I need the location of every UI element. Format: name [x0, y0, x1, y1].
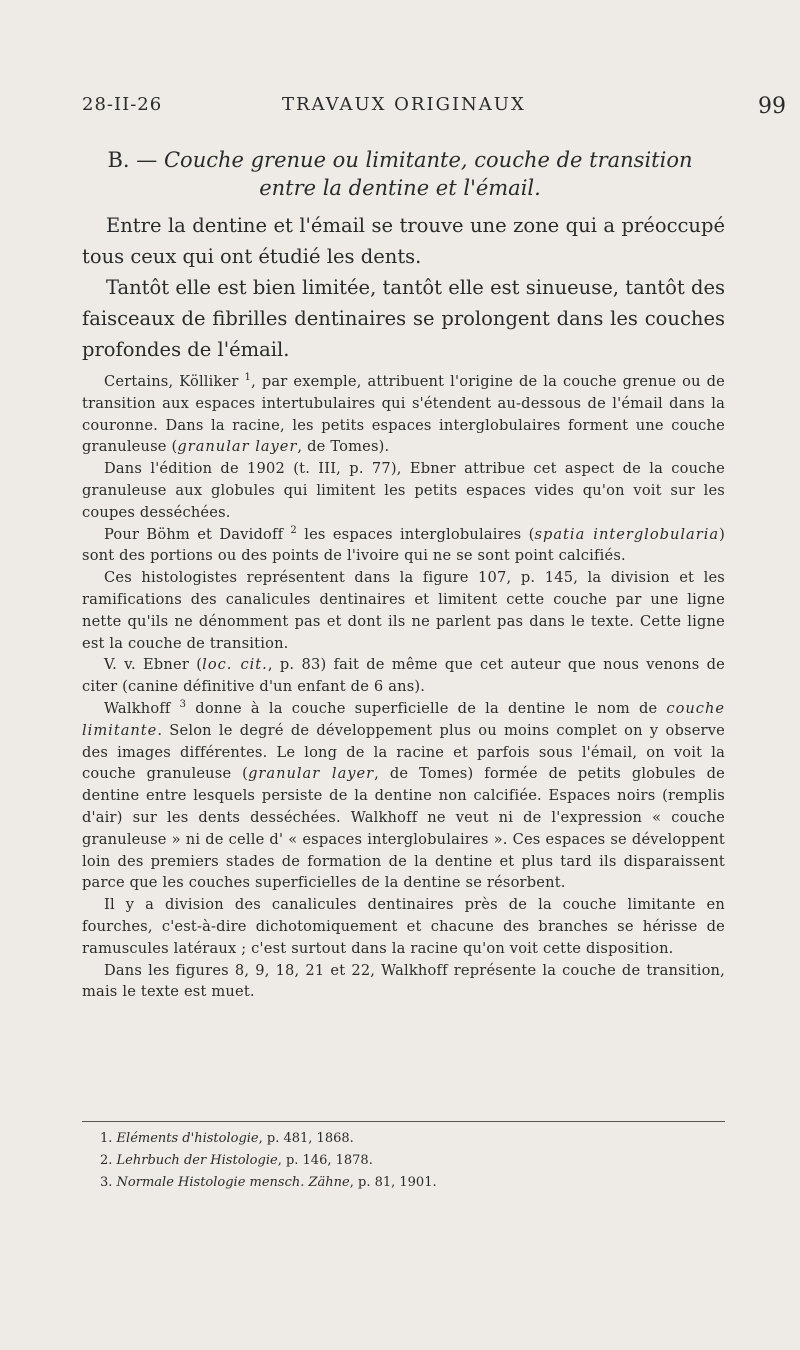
italic-term: spatia interglobularia — [534, 525, 720, 543]
body-paragraph-3 — [82, 524, 725, 568]
page-number: 99 — [758, 94, 786, 119]
footnote-ref-2: 2 — [290, 524, 297, 536]
footnote-number: 1. — [100, 1131, 113, 1146]
text-run: Certains, Kölliker — [104, 373, 245, 390]
text-run: , de Tomes) formée de petits globules de dentine entre lesquels persiste de la dentine non calcifiée. Espaces noirs (remplis d'air) sur les dents desséchées. Walkhoff ne veut ni de l'expression « couche granuleuse » ni de celle d' « espaces interglobulaires ». Ces espaces se développent loin des premiers stades de formation de la dentine et plus tard ils disparaissent parce que les couches superficielles de la dentine se résorbent. — [82, 765, 726, 892]
text-run: Pour Böhm et Davidoff — [104, 525, 291, 543]
body-paragraph-4: Ces histologistes représentent dans la figure 107, p. 145, la division et les ramifications des canalicules dentinaires et limitent cette couche par une ligne nette qu'ils ne dénomment pas et dont ils ne parlent pas dans le texte. Cette ligne est la couche de transition. — [82, 569, 725, 652]
italic-term: loc. cit. — [202, 656, 268, 674]
footnote-title: Eléments d'histologie — [116, 1131, 259, 1146]
footnote-ref-1: 1 — [244, 372, 252, 384]
lead-paragraph-2: Tantôt elle est bien limitée, tantôt elle est sinueuse, tantôt des faisceaux de fibrilles dentinaires se prolongent dans les couches profondes de l'émail. — [82, 276, 725, 361]
footnote-2 — [100, 1150, 720, 1172]
body-text — [82, 371, 725, 1003]
body-paragraph-6 — [82, 698, 725, 894]
text-run: ) sont des portions ou des points de l'ivoire qui ne se sont point calcifiés. — [82, 525, 725, 565]
body-paragraph-2: Dans l'édition de 1902 (t. III, p. 77), Ebner attribue cet aspect de la couche granuleuse aux globules qui limitent les petits espaces vides qu'on voit sur les coupes desséchées. — [82, 460, 725, 521]
text-run: . Selon le degré de développement plus ou moins complet on y observe des images différentes. Le long de la racine et parfois sous l'émail, on voit la couche granuleuse ( — [82, 721, 725, 783]
section-title-part-2: entre la dentine et l'émail. — [259, 176, 541, 200]
lead-paragraph-1: Entre la dentine et l'émail se trouve une zone qui a préoccupé tous ceux qui ont étudié les dents. — [82, 214, 725, 268]
footnote-ref: , p. 146, 1878. — [277, 1153, 373, 1168]
footnote-ref: , p. 81, 1901. — [349, 1175, 437, 1190]
body-paragraph-7: Il y a division des canalicules dentinaires près de la couche limitante en fourches, c'est-à-dire dichotomiquement et chacune des branches se hérisse de ramuscules latéraux ; c'est surtout dans la racine qu'on voit cette disposition. — [82, 896, 725, 957]
footnote-number: 2. — [100, 1153, 113, 1168]
footnote-1 — [100, 1128, 720, 1150]
running-head — [82, 94, 786, 124]
footnote-title: Lehrbuch der Histologie — [116, 1153, 278, 1168]
section-heading-line-1 — [82, 146, 718, 174]
text-run: , p. 83) fait de même que cet auteur que nous venons de citer (canine définitive d'un enfant de 6 ans). — [82, 656, 726, 696]
body-paragraph-1 — [82, 371, 725, 458]
text-run: , par exemple, attribuent l'origine de la couche grenue ou de transition aux espaces intertubulaires qui s'étendent au-dessous de l'émail dans la couronne. Dans la racine, les petits espaces interglobulaires forment une couche granuleuse ( — [82, 373, 725, 456]
body-paragraph-8: Dans les figures 8, 9, 18, 21 et 22, Walkhoff représente la couche de transition, mais le texte est muet. — [82, 961, 725, 1001]
text-run: V. v. Ebner ( — [104, 656, 203, 674]
footnote-ref-3: 3 — [179, 699, 187, 711]
text-run: donne à la couche superficielle de la dentine le nom de — [186, 699, 667, 717]
footnote-divider — [82, 1121, 725, 1122]
header-date: 28-II-26 — [82, 94, 163, 115]
footnotes — [100, 1128, 720, 1194]
footnote-ref: , p. 481, 1868. — [258, 1131, 354, 1146]
section-heading — [82, 146, 718, 202]
italic-term: couche limitante — [82, 699, 725, 739]
lead-paragraphs — [82, 210, 725, 365]
section-letter: B. — — [107, 148, 158, 172]
text-run: Walkhoff — [104, 699, 180, 717]
footnote-3 — [100, 1172, 720, 1194]
italic-term: granular layer — [177, 438, 298, 456]
text-run: , de Tomes). — [297, 438, 390, 456]
footnote-number: 3. — [100, 1175, 113, 1190]
italic-term: granular layer — [248, 765, 375, 783]
text-run: les espaces interglobulaires ( — [296, 525, 535, 543]
header-title: TRAVAUX ORIGINAUX — [282, 94, 526, 115]
footnote-title: Normale Histologie mensch. Zähne — [116, 1175, 350, 1190]
body-paragraph-5 — [82, 654, 725, 698]
section-title-part-1: Couche grenue ou limitante, couche de transition — [163, 148, 693, 172]
